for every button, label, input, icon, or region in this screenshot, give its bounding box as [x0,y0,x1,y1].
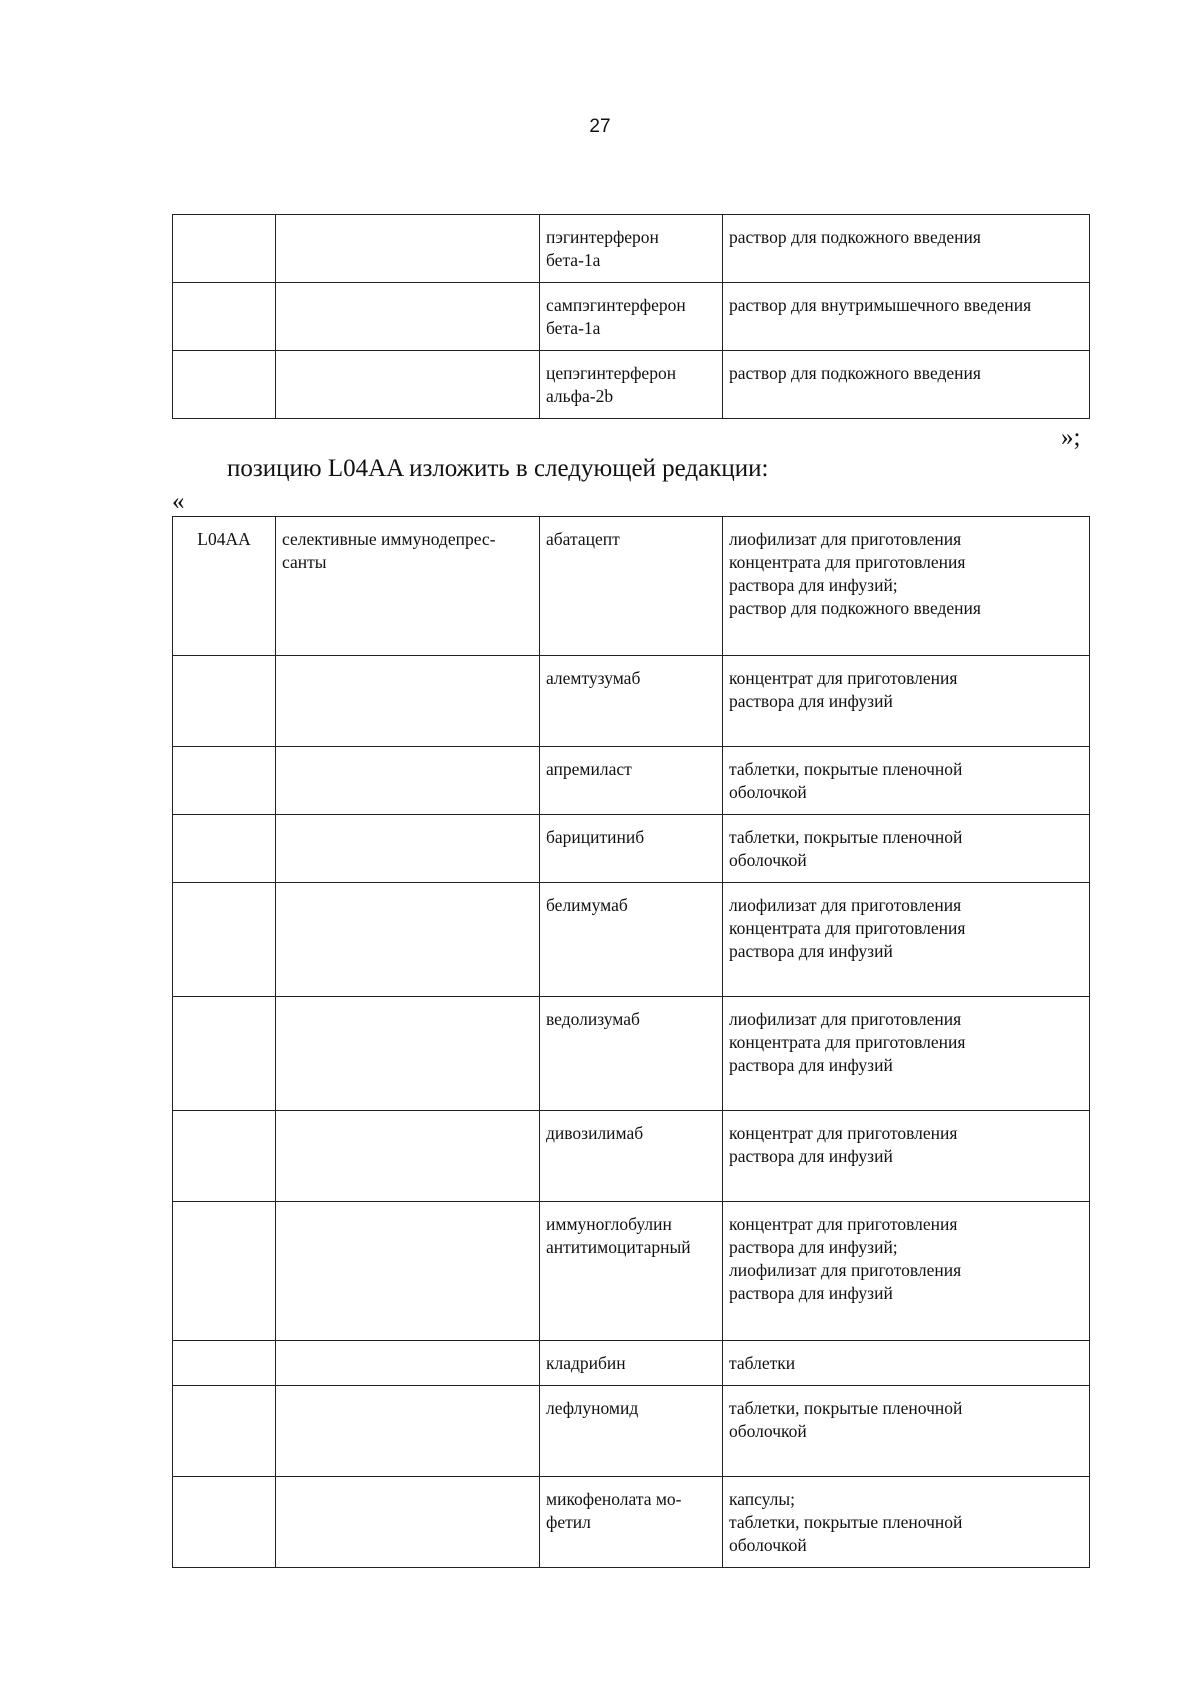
table-row [173,815,1090,883]
group-cell [276,1202,540,1341]
drug-name-cell: микофенолата мо- фетил [540,1477,723,1568]
dosage-form-cell: таблетки, покрытые пленочной оболочкой [723,815,1090,883]
table-row [173,1202,1090,1341]
atc-code-cell [173,883,276,997]
dosage-form-cell: лиофилизат для приготовления концентрата для приготовления раствора для инфузий [723,883,1090,997]
group-cell [276,1386,540,1477]
dosage-form-cell: лиофилизат для приготовления концентрата для приготовления раствора для инфузий [723,997,1090,1111]
table-row [173,1386,1090,1477]
medication-table-continued [172,214,1090,419]
dosage-form-cell: концентрат для приготовления раствора для инфузий; лиофилизат для приготовления раствора для инфузий [723,1202,1090,1341]
atc-code-cell [173,1386,276,1477]
drug-name-cell: ведолизумаб [540,997,723,1111]
drug-name-cell: алемтузумаб [540,656,723,747]
drug-name-cell: кладрибин [540,1341,723,1386]
table-row [173,747,1090,815]
closing-quote: »; [1061,424,1081,451]
drug-name-cell: белимумаб [540,883,723,997]
table-row [173,283,1090,351]
dosage-form-cell: капсулы; таблетки, покрытые пленочной оболочкой [723,1477,1090,1568]
atc-code-cell [173,351,276,419]
atc-code-cell [173,747,276,815]
table-row [173,517,1090,656]
table-row [173,1477,1090,1568]
group-cell [276,1111,540,1202]
atc-code-cell [173,1202,276,1341]
atc-code-cell [173,1111,276,1202]
atc-code-cell [173,215,276,283]
table-row [173,215,1090,283]
atc-code-cell [173,1477,276,1568]
dosage-form-cell: таблетки, покрытые пленочной оболочкой [723,1386,1090,1477]
group-cell [276,997,540,1111]
page-number: 27 [589,116,611,137]
opening-quote: « [172,488,185,515]
table-row [173,1111,1090,1202]
table-row [173,656,1090,747]
dosage-form-cell: раствор для подкожного введения [723,351,1090,419]
dosage-form-cell: таблетки [723,1341,1090,1386]
atc-code-cell [173,656,276,747]
dosage-form-cell: концентрат для приготовления раствора для инфузий [723,1111,1090,1202]
drug-name-cell: апремиласт [540,747,723,815]
drug-name-cell: сампэгинтерферон бета-1а [540,283,723,351]
drug-name-cell: иммуноглобулин антитимоцитарный [540,1202,723,1341]
drug-name-cell: лефлуномид [540,1386,723,1477]
dosage-form-cell: концентрат для приготовления раствора для инфузий [723,656,1090,747]
group-cell [276,815,540,883]
atc-code-cell: L04AA [173,517,276,656]
drug-name-cell: барицитиниб [540,815,723,883]
dosage-form-cell: лиофилизат для приготовления концентрата для приготовления раствора для инфузий; раствор для подкожного введения [723,517,1090,656]
group-cell [276,747,540,815]
atc-code-cell [173,1341,276,1386]
drug-name-cell: цепэгинтерферон альфа-2b [540,351,723,419]
atc-code-cell [173,283,276,351]
group-cell [276,883,540,997]
dosage-form-cell: раствор для внутримышечного введения [723,283,1090,351]
table-row [173,883,1090,997]
dosage-form-cell: раствор для подкожного введения [723,215,1090,283]
drug-name-cell: дивозилимаб [540,1111,723,1202]
group-cell [276,1477,540,1568]
drug-name-cell: пэгинтерферон бета-1а [540,215,723,283]
atc-code-cell [173,815,276,883]
group-cell [276,351,540,419]
group-cell [276,1341,540,1386]
table-row [173,351,1090,419]
table-row [173,997,1090,1111]
table-row [173,1341,1090,1386]
instruction-text: позицию L04AA изложить в следующей редакции: [227,455,769,482]
group-cell [276,215,540,283]
drug-name-cell: абатацепт [540,517,723,656]
dosage-form-cell: таблетки, покрытые пленочной оболочкой [723,747,1090,815]
group-cell [276,656,540,747]
group-cell [276,283,540,351]
group-cell: селективные иммунодепрес- санты [276,517,540,656]
medication-table-l04aa [172,516,1090,1568]
atc-code-cell [173,997,276,1111]
